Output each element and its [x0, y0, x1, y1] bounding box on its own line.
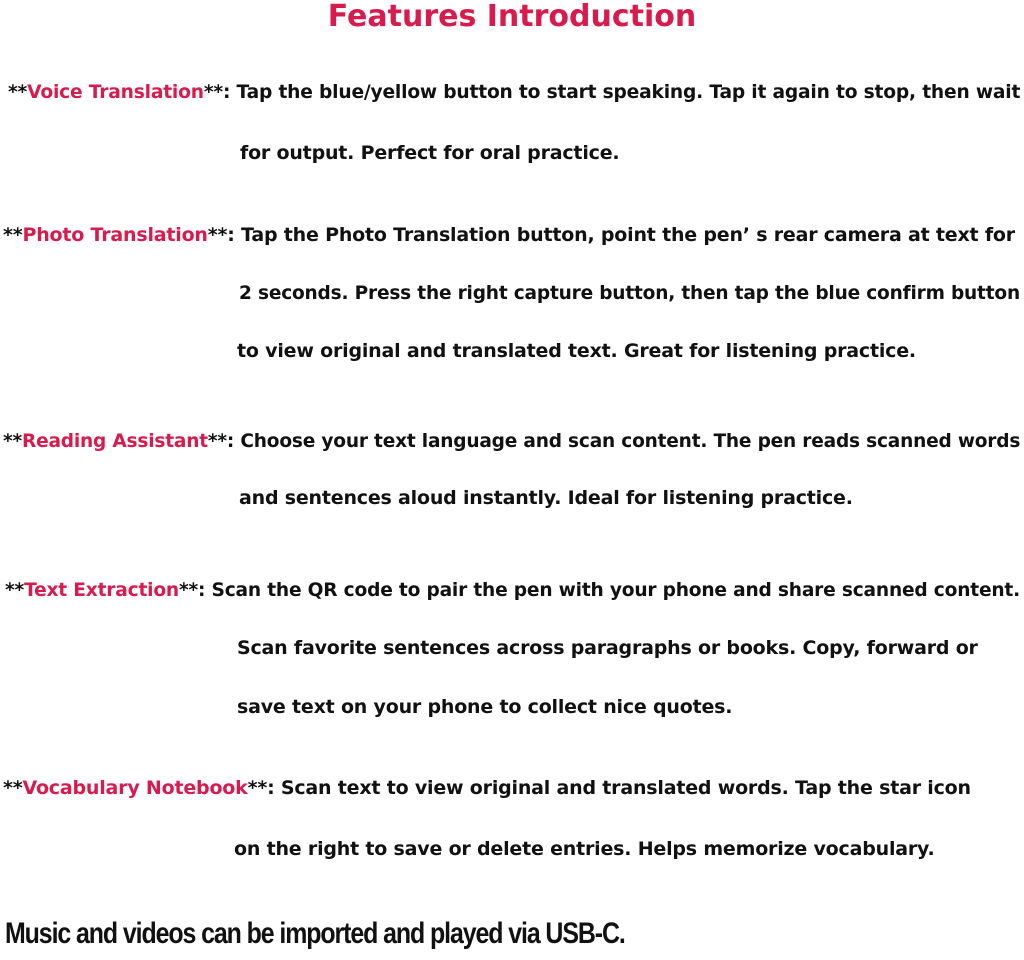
feature-name: Text Extraction: [24, 579, 179, 601]
feature-body-line: and sentences aloud instantly. Ideal for listening practice.: [239, 487, 853, 509]
feature-prefix: **: [3, 430, 23, 452]
footer-note: Music and videos can be imported and played via USB-C.: [5, 917, 625, 950]
page-title: Features Introduction: [327, 0, 697, 34]
feature-lead: **: Choose your text language and scan content. The pen reads scanned words: [207, 430, 1021, 452]
feature-heading-line: [5, 578, 1020, 602]
feature-prefix: **: [8, 81, 28, 103]
feature-name: Photo Translation: [22, 224, 208, 246]
feature-name: Vocabulary Notebook: [22, 777, 248, 799]
feature-body-line: for output. Perfect for oral practice.: [240, 142, 620, 164]
feature-lead: **: Scan the QR code to pair the pen with your phone and share scanned content.: [178, 579, 1020, 601]
feature-name: Voice Translation: [27, 81, 204, 103]
feature-heading-line: [3, 429, 1020, 453]
feature-lead: **: Scan text to view original and translated words. Tap the star icon: [247, 777, 971, 799]
feature-heading-line: [8, 80, 1020, 104]
feature-body-line: save text on your phone to collect nice quotes.: [237, 696, 733, 718]
feature-heading-line: [3, 223, 1015, 247]
feature-lead: **: Tap the Photo Translation button, point the pen’ s rear camera at text for: [207, 224, 1015, 246]
feature-prefix: **: [3, 777, 23, 799]
feature-heading-line: [3, 776, 971, 800]
feature-body-line: Scan favorite sentences across paragraphs or books. Copy, forward or: [237, 637, 978, 659]
feature-prefix: **: [5, 579, 25, 601]
feature-body-line: on the right to save or delete entries. Helps memorize vocabulary.: [234, 838, 935, 860]
feature-prefix: **: [3, 224, 23, 246]
feature-body-line: to view original and translated text. Great for listening practice.: [237, 340, 916, 362]
feature-lead: **: Tap the blue/yellow button to start speaking. Tap it again to stop, then wait: [203, 81, 1021, 103]
feature-name: Reading Assistant: [22, 430, 208, 452]
feature-body-line: 2 seconds. Press the right capture button, then tap the blue confirm button: [239, 282, 1020, 304]
